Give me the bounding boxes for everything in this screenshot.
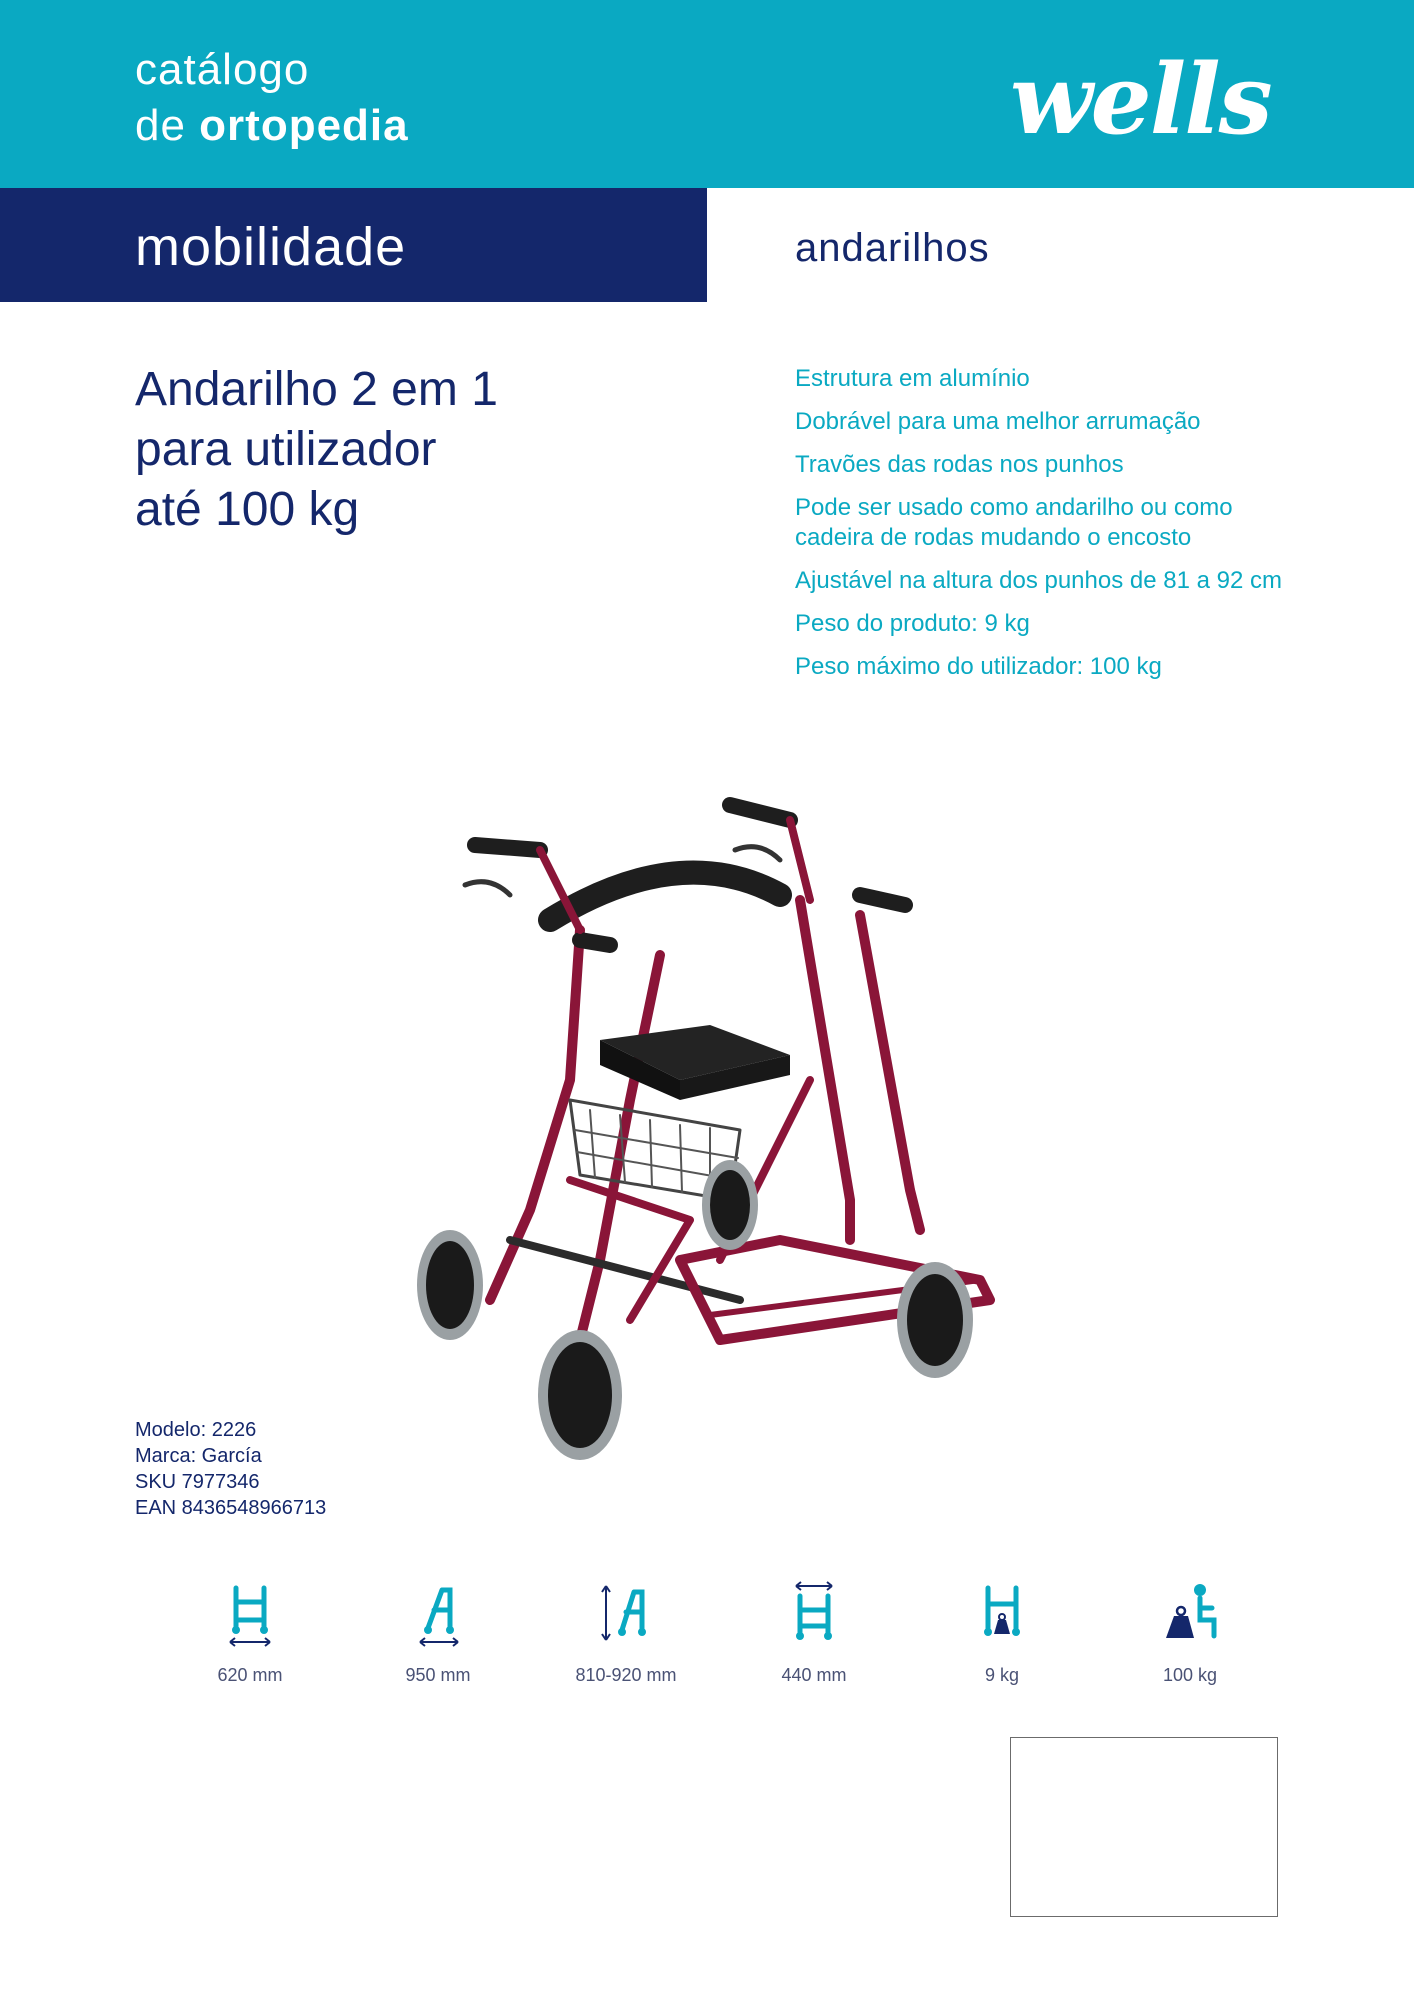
max-user-weight-icon bbox=[1160, 1580, 1220, 1650]
spec-width bbox=[180, 1580, 320, 1686]
spec-max-user-weight bbox=[1120, 1580, 1260, 1686]
spec-model: Modelo: 2226 bbox=[135, 1419, 257, 1441]
product-weight-icon bbox=[972, 1580, 1032, 1650]
spec-width-value: 620 mm bbox=[217, 1665, 283, 1685]
product-title bbox=[135, 360, 655, 540]
spec-height-value: 810-920 mm bbox=[575, 1665, 677, 1685]
spec-max-user-weight-value: 100 kg bbox=[1162, 1665, 1218, 1685]
product-title-line: para utilizador bbox=[135, 423, 437, 476]
product-title-line: até 100 kg bbox=[135, 483, 360, 536]
feature-item: Dobrável para uma melhor arrumação bbox=[795, 408, 1201, 435]
feature-item: Peso máximo do utilizador: 100 kg bbox=[795, 653, 1162, 680]
catalog-title-line2 bbox=[135, 98, 409, 154]
depth-icon bbox=[408, 1580, 468, 1650]
catalog-title bbox=[135, 42, 409, 154]
feature-item: Peso do produto: 9 kg bbox=[795, 610, 1030, 637]
spec-height bbox=[556, 1580, 696, 1686]
seat-width-icon bbox=[784, 1580, 844, 1650]
feature-item: Travões das rodas nos punhos bbox=[795, 451, 1124, 478]
feature-item: Ajustável na altura dos punhos de 81 a 92 cm bbox=[795, 567, 1282, 594]
feature-item: Pode ser usado como andarilho ou como cadeira de rodas mudando o encosto bbox=[795, 494, 1233, 551]
feature-item: Estrutura em alumínio bbox=[795, 365, 1030, 392]
spec-sku: SKU 7977346 bbox=[135, 1471, 260, 1493]
catalog-title-prefix: de bbox=[135, 101, 200, 150]
rollator-walker-image bbox=[380, 780, 1020, 1480]
spec-icon-row bbox=[160, 1580, 1260, 1700]
spec-depth bbox=[368, 1580, 508, 1686]
brand-logo: wells bbox=[1010, 43, 1271, 156]
feature-list bbox=[795, 364, 1315, 695]
spec-seat-width-value: 440 mm bbox=[781, 1665, 847, 1685]
spec-product-weight bbox=[932, 1580, 1072, 1686]
product-title-line: Andarilho 2 em 1 bbox=[135, 363, 498, 416]
spec-product-weight-value: 9 kg bbox=[984, 1665, 1020, 1685]
empty-label-box bbox=[1010, 1737, 1278, 1917]
spec-seat-width bbox=[744, 1580, 884, 1686]
catalog-title-bold: ortopedia bbox=[199, 101, 409, 150]
width-icon bbox=[220, 1580, 280, 1650]
spec-ean: EAN 8436548966713 bbox=[135, 1497, 327, 1519]
height-icon bbox=[596, 1580, 656, 1650]
subcategory-label: andarilhos bbox=[795, 226, 990, 270]
spec-depth-value: 950 mm bbox=[405, 1665, 471, 1685]
category-label: mobilidade bbox=[135, 217, 407, 277]
product-specs bbox=[135, 1417, 326, 1521]
catalog-title-line1: catálogo bbox=[135, 45, 310, 94]
spec-brand: Marca: García bbox=[135, 1445, 262, 1467]
